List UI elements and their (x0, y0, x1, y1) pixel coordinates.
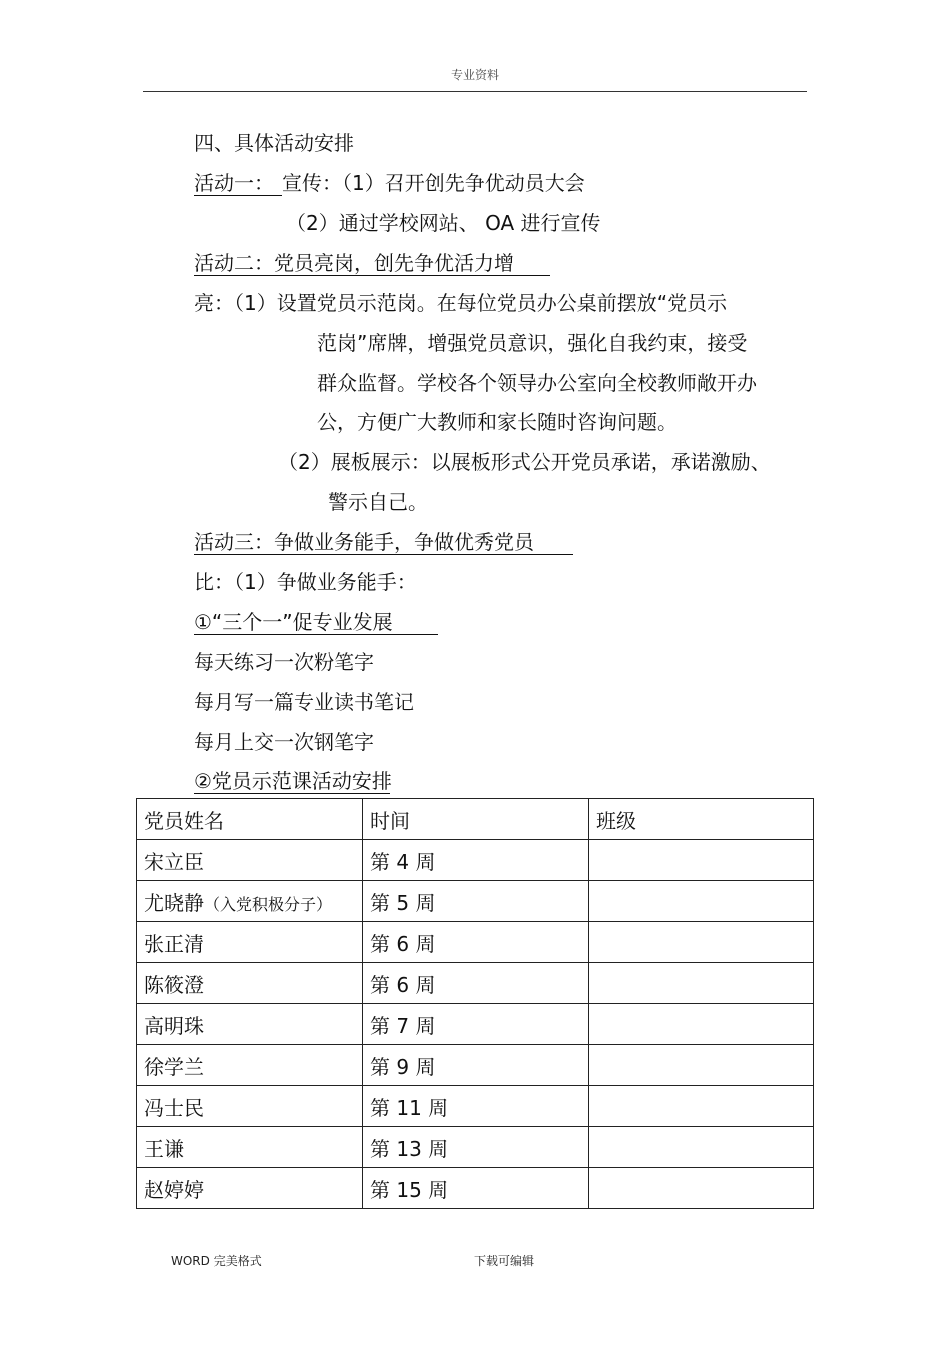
table-row (137, 922, 814, 963)
cell-class (589, 1004, 814, 1045)
cell-week: 第 4 周 (363, 840, 589, 881)
demo-lesson-table (136, 798, 814, 1209)
activity2-item2-line2: 警示自己。 (328, 490, 428, 514)
table-row (137, 1086, 814, 1127)
task-item: 每月上交一次钢笔字 (194, 730, 374, 754)
cell-name: 陈筱澄 (137, 963, 363, 1004)
cell-week: 第 6 周 (363, 963, 589, 1004)
table-row (137, 881, 814, 922)
activity2-item2-line1: （2）展板展示：以展板形式公开党员承诺，承诺激励、 (278, 450, 771, 474)
table-row (137, 1168, 814, 1209)
cell-class (589, 1127, 814, 1168)
cell-class (589, 1086, 814, 1127)
cell-class (589, 881, 814, 922)
cell-name: 高明珠 (137, 1004, 363, 1045)
cell-week: 第 6 周 (363, 922, 589, 963)
cell-name: 尤晓静（入党积极分子） (137, 881, 363, 922)
cell-name: 宋立臣 (137, 840, 363, 881)
cell-name: 王谦 (137, 1127, 363, 1168)
task-item: 每天练习一次粉笔字 (194, 650, 374, 674)
table-row (137, 840, 814, 881)
cell-class (589, 1045, 814, 1086)
header-class: 班级 (589, 799, 814, 840)
section-title: 四、具体活动安排 (194, 131, 354, 155)
activity3-point1: ①“三个一”促专业发展 (194, 610, 438, 635)
task-item: 每月写一篇专业读书笔记 (194, 690, 414, 714)
activity1-line1 (194, 171, 585, 196)
cell-week: 第 11 周 (363, 1086, 589, 1127)
cell-week: 第 13 周 (363, 1127, 589, 1168)
header-time: 时间 (363, 799, 589, 840)
table-row (137, 1045, 814, 1086)
cell-class (589, 1168, 814, 1209)
activity2-item1-line2: 范岗”席牌，增强党员意识，强化自我约束，接受 (317, 331, 748, 355)
activity1-label: 活动一： (194, 171, 282, 196)
activity2-item1-line1: 亮：（1）设置党员示范岗。在每位党员办公桌前摆放“党员示 (194, 291, 728, 315)
cell-class (589, 840, 814, 881)
cell-week: 第 15 周 (363, 1168, 589, 1209)
cell-name: 徐学兰 (137, 1045, 363, 1086)
cell-name: 张正清 (137, 922, 363, 963)
header-name: 党员姓名 (137, 799, 363, 840)
activity2-title: 活动二：党员亮岗，创先争优活力增 (194, 251, 550, 276)
header-divider (143, 91, 807, 92)
footer-left-text: WORD 完美格式 (171, 1254, 262, 1268)
table-header-row (137, 799, 814, 840)
footer-right-text: 下载可编辑 (474, 1254, 535, 1268)
cell-name: 冯士民 (137, 1086, 363, 1127)
table-row (137, 1127, 814, 1168)
activity1-line2: （2）通过学校网站、 OA 进行宣传 (286, 211, 601, 235)
activity1-publicity: 宣传：（1）召开创先争优动员大会 (282, 171, 585, 195)
cell-week: 第 9 周 (363, 1045, 589, 1086)
cell-week: 第 7 周 (363, 1004, 589, 1045)
activity3-point2: ②党员示范课活动安排 (194, 769, 392, 793)
table-row (137, 1004, 814, 1045)
activity2-item1-line4: 公，方便广大教师和家长随时咨询问题。 (317, 410, 677, 434)
cell-class (589, 922, 814, 963)
table-row (137, 963, 814, 1004)
cell-class (589, 963, 814, 1004)
activity2-item1-line3: 群众监督。学校各个领导办公室向全校教师敞开办 (317, 371, 757, 395)
cell-week: 第 5 周 (363, 881, 589, 922)
page-header: 专业资料 (450, 68, 499, 82)
activity3-title: 活动三：争做业务能手，争做优秀党员 (194, 530, 573, 555)
cell-name: 赵婷婷 (137, 1168, 363, 1209)
cell-note: （入党积极分子） (204, 894, 333, 914)
activity3-sub: 比：（1）争做业务能手： (194, 570, 417, 594)
